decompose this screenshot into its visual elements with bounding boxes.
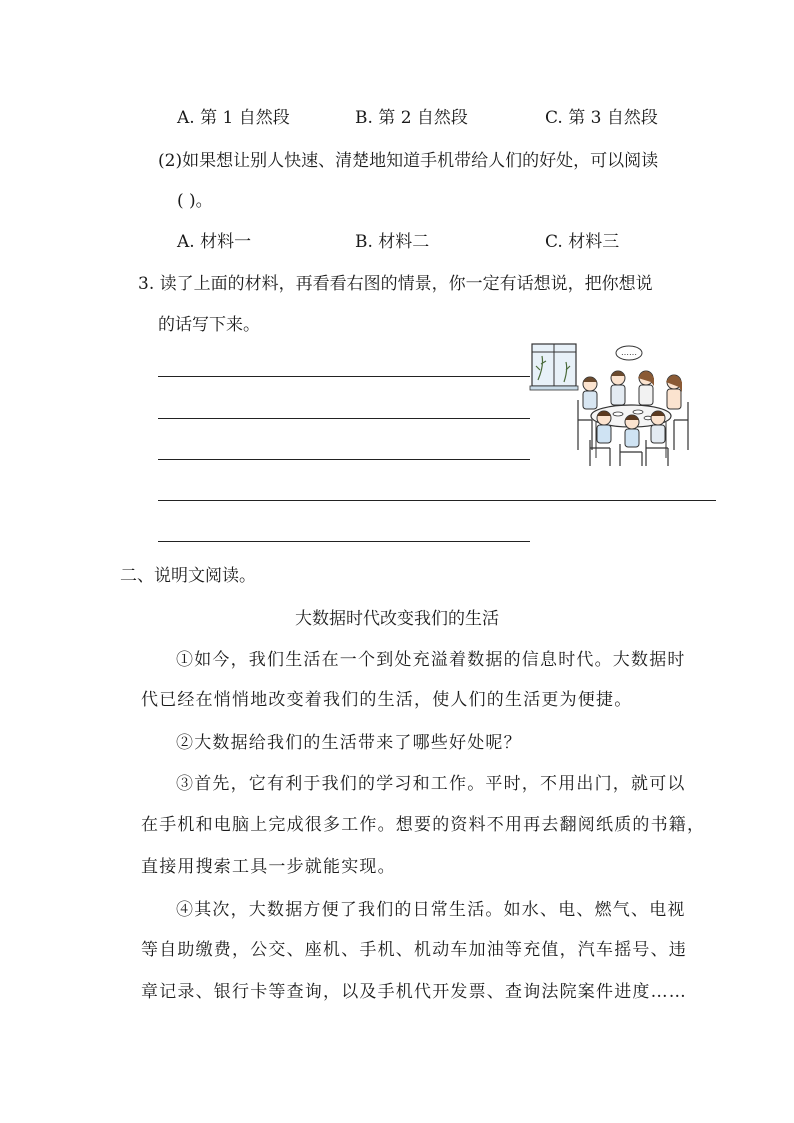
article-paragraph-line: ③首先，它有利于我们的学习和工作。平时，不用出门，就可以 (176, 774, 686, 794)
article-paragraph-line: 在手机和电脑上完成很多工作。想要的资料不用再去翻阅纸质的书籍， (141, 815, 706, 835)
article-paragraph-line: ④其次，大数据方便了我们的日常生活。如水、电、燃气、电视 (176, 900, 686, 920)
q2-answer-blank[interactable]: ( )。 (177, 191, 213, 211)
q2-option-b[interactable]: B. 材料二 (355, 232, 430, 252)
article-paragraph-line: 等自助缴费，公交、座机、手机、机动车加油等充值，汽车摇号、违 (141, 940, 687, 960)
article-paragraph-line: ②大数据给我们的生活带来了哪些好处呢？ (176, 733, 522, 753)
family-dinner-phones-icon (528, 340, 693, 470)
q1-option-b[interactable]: B. 第 2 自然段 (355, 108, 468, 128)
article-paragraph-line: ①如今，我们生活在一个到处充溢着数据的信息时代。大数据时 (176, 650, 686, 670)
q1-option-c[interactable]: C. 第 3 自然段 (545, 108, 658, 128)
article-paragraph-line: 代已经在悄悄地改变着我们的生活，使人们的生活更为便捷。 (141, 690, 633, 710)
answer-line-3[interactable] (158, 459, 530, 460)
article-paragraph-line: 章记录、银行卡等查询，以及手机代开发票、查询法院案件进度…… (141, 982, 687, 1002)
answer-line-5[interactable] (158, 541, 530, 542)
q3-prompt-line1: 3. 读了上面的材料，再看看右图的情景，你一定有话想说，把你想说 (138, 274, 653, 294)
section-2-heading: 二、说明文阅读。 (120, 566, 256, 586)
article-title: 大数据时代改变我们的生活 (295, 609, 499, 629)
q3-prompt-line2: 的话写下来。 (158, 315, 260, 335)
q2-stem: (2)如果想让别人快速、清楚地知道手机带给人们的好处，可以阅读 (158, 151, 659, 171)
answer-line-2[interactable] (158, 418, 530, 419)
q1-option-a[interactable]: A. 第 1 自然段 (177, 108, 290, 128)
speech-bubble-text: …… (621, 348, 637, 357)
q2-option-c[interactable]: C. 材料三 (545, 232, 620, 252)
family-dinner-illustration (528, 340, 693, 470)
article-paragraph-line: 直接用搜索工具一步就能实现。 (141, 857, 396, 877)
q2-option-a[interactable]: A. 材料一 (177, 232, 252, 252)
answer-line-1[interactable] (158, 376, 530, 377)
answer-line-4[interactable] (158, 500, 716, 501)
